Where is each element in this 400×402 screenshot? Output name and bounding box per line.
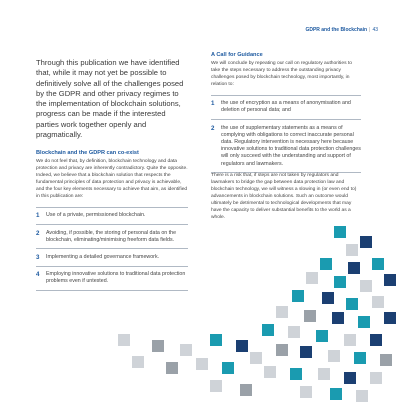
- guidance-body: We will conclude by repeating our call on regulatory authorities to take the steps necessary to address the outstanding privacy challenges posed by blockchain technology, most importantly, in relation to:: [211, 61, 352, 87]
- decorative-square: [236, 340, 248, 352]
- decorative-square: [320, 258, 332, 270]
- decorative-square: [288, 326, 300, 338]
- list-item-text: Avoiding, if possible, the storing of personal data on the blockchain, eliminating/minimising freeform data fields.: [46, 229, 177, 243]
- decorative-square: [276, 344, 288, 356]
- decorative-square: [354, 352, 366, 364]
- decorative-square: [372, 296, 384, 308]
- decorative-square: [118, 334, 130, 346]
- decorative-square: [348, 262, 360, 274]
- coexist-body: We do not feel that, by definition, blockchain technology and data protection and privacy are inherently contradictory. Quite the opposite. Indeed, we believe that a blockchain solution that respects the fundamental principles of data protection and privacy is achievable, and the four key elements necessary to achieve that aim, as identified in this publication are:: [36, 159, 188, 199]
- decorative-square: [384, 312, 396, 324]
- list-item-text: Implementing a detailed governance framework.: [46, 253, 160, 260]
- decorative-square: [264, 366, 276, 378]
- list-item-text: the use of encryption as a means of anonymisation and deletion of personal data; and: [221, 100, 351, 114]
- decorative-square: [300, 386, 312, 398]
- list-item: [36, 249, 188, 266]
- decorative-square: [380, 354, 392, 366]
- decorative-square: [300, 346, 312, 358]
- list-item: [36, 225, 188, 249]
- list-item: [211, 120, 361, 173]
- right-column: [211, 52, 361, 228]
- intro-paragraph: Through this publication we have identified that, while it may not yet be possible to definitively solve all of the challenges posed by the GDPR and other privacy regimes to the implementation of blockchain solutions, progress can be made if the interested parties work together openly and pragmatically.: [36, 58, 184, 140]
- header-separator: |: [369, 27, 371, 33]
- list-item: [36, 208, 188, 225]
- decorative-square: [306, 272, 318, 284]
- decorative-square: [276, 306, 288, 318]
- decorative-square: [196, 358, 208, 370]
- decorative-square: [344, 372, 356, 384]
- decorative-square: [334, 276, 346, 288]
- decorative-square: [346, 244, 358, 256]
- decorative-square: [152, 340, 164, 352]
- decorative-square: [304, 310, 316, 322]
- decorative-square: [132, 356, 144, 368]
- list-item-text: Use of a private, permissioned blockchain.: [46, 212, 146, 219]
- list-item-number: 1: [211, 100, 215, 108]
- decorative-square: [290, 368, 302, 380]
- decorative-square: [180, 344, 192, 356]
- decorative-square: [318, 368, 330, 380]
- decorative-square: [328, 350, 340, 362]
- decorative-square: [360, 280, 372, 292]
- decorative-square: [344, 334, 356, 346]
- decorative-square: [384, 274, 396, 286]
- decorative-square: [334, 226, 346, 238]
- list-item-number: 3: [36, 253, 40, 261]
- decorative-square: [250, 352, 262, 364]
- list-item-text: the use of supplementary statements as a means of complying with obligations to correct inaccurate personal data. Regulatory intervention is necessary here because innovative solutions to traditional data protection challenges will only succeed with the understanding and support of regulators and lawmakers.: [221, 124, 361, 167]
- decorative-square: [316, 330, 328, 342]
- list-item: [211, 96, 361, 120]
- guidance-list: [211, 95, 361, 174]
- decorative-square: [330, 388, 342, 400]
- left-column: [36, 52, 188, 291]
- decorative-square: [370, 334, 382, 346]
- decorative-square: [360, 236, 372, 248]
- page-number: 43: [372, 27, 378, 33]
- decorative-square: [262, 324, 274, 336]
- list-item-text: Employing innovative solutions to traditional data protection problems even if untested.: [46, 271, 186, 285]
- decorative-square: [356, 390, 368, 402]
- list-item-number: 4: [36, 271, 40, 279]
- decorative-square: [222, 362, 234, 374]
- decorative-square: [292, 290, 304, 302]
- decorative-square: [332, 312, 344, 324]
- decorative-square: [166, 362, 178, 374]
- decorative-square: [346, 298, 358, 310]
- section-heading-guidance: A Call for Guidance: [211, 52, 263, 58]
- list-item-number: 2: [36, 229, 40, 237]
- decorative-square: [210, 380, 222, 392]
- key-elements-list: [36, 207, 188, 291]
- decorative-square: [210, 334, 222, 346]
- decorative-square: [240, 384, 252, 396]
- list-item: [36, 267, 188, 291]
- decorative-square: [372, 258, 384, 270]
- section-heading-coexist: Blockchain and the GDPR can co-exist: [36, 150, 139, 157]
- list-item-number: 2: [211, 124, 215, 132]
- decorative-square: [358, 316, 370, 328]
- running-title: GDPR and the Blockchain: [305, 27, 368, 33]
- running-header: [305, 27, 378, 33]
- list-item-number: 1: [36, 212, 40, 220]
- decorative-square: [322, 292, 334, 304]
- closing-paragraph: There is a risk that, if steps are not taken by regulators and lawmakers to bridge the gap between data protection law and blockchain technology, we will witness a slowing in (or even end to) advancements in blockchain solutions. Such an outcome would ultimately be detrimental to technological developments that may have the capacity to deliver substantial benefits to the world as a whole.: [211, 173, 357, 220]
- decorative-square: [370, 372, 382, 384]
